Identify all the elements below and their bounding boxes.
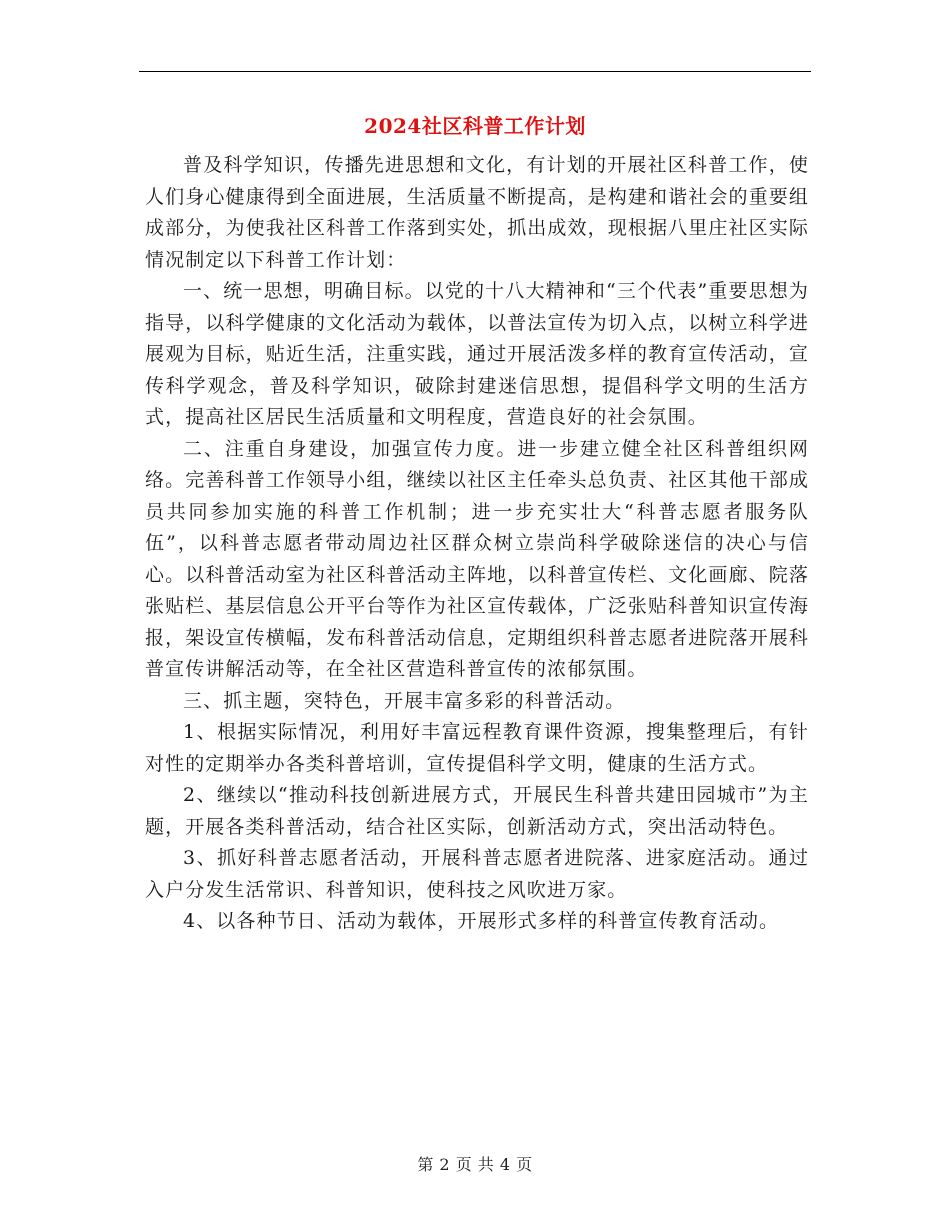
paragraph-item-1: 1、根据实际情况，利用好丰富远程教育课件资源，搜集整理后，有针对性的定期举办各类科普培训，宣传提倡科学文明，健康的生活方式。 <box>145 721 809 775</box>
document-body <box>145 150 809 938</box>
paragraph-section-1: 一、统一思想，明确目标。以党的十八大精神和“三个代表”重要思想为指导，以科学健康的文化活动为载体，以普法宣传为切入点，以树立科学进展观为目标，贴近生活，注重实践，通过开展活泼多样的教育宣传活动，宣传科学观念，普及科学知识，破除封建迷信思想，提倡科学文明的生活方式，提高社区居民生活质量和文明程度，营造良好的社会氛围。 <box>145 280 809 428</box>
paragraph-item-2: 2、继续以“推动科技创新进展方式，开展民生科普共建田园城市”为主题，开展各类科普活动，结合社区实际，创新活动方式，突出活动特色。 <box>145 784 809 838</box>
page-number-label: 第 2 页 共 4 页 <box>417 1155 533 1174</box>
document-title: 2024社区科普工作计划 <box>364 114 586 138</box>
paragraph-section-3: 三、抓主题，突特色，开展丰富多彩的科普活动。 <box>183 689 626 712</box>
paragraph-item-4: 4、以各种节日、活动为载体，开展形式多样的科普宣传教育活动。 <box>183 910 780 932</box>
paragraph-intro: 普及科学知识，传播先进思想和文化，有计划的开展社区科普工作，使人们身心健康得到全面进展，生活质量不断提高，是构建和谐社会的重要组成部分，为使我社区科普工作落到实处，抓出成效，现根据八里庄社区实际情况制定以下科普工作计划： <box>145 154 809 271</box>
paragraph-section-2: 二、注重自身建设，加强宣传力度。进一步建立健全社区科普组织网络。完善科普工作领导小组，继续以社区主任牵头总负责、社区其他干部成员共同参加实施的科普工作机制；进一步充实壮大“科普志愿者服务队伍”，以科普志愿者带动周边社区群众树立崇尚科学破除迷信的决心与信心。以科普活动室为社区科普活动主阵地，以科普宣传栏、文化画廊、院落张贴栏、基层信息公开平台等作为社区宣传载体，广泛张贴科普知识宣传海报，架设宣传横幅，发布科普活动信息，定期组织科普志愿者进院落开展科普宣传讲解活动等，在全社区营造科普宣传的浓郁氛围。 <box>145 437 809 680</box>
header-rule <box>139 71 811 72</box>
page-footer <box>0 1152 950 1175</box>
paragraph-item-3: 3、抓好科普志愿者活动，开展科普志愿者进院落、进家庭活动。通过入户分发生活常识、科普知识，使科技之风吹进万家。 <box>145 847 809 901</box>
